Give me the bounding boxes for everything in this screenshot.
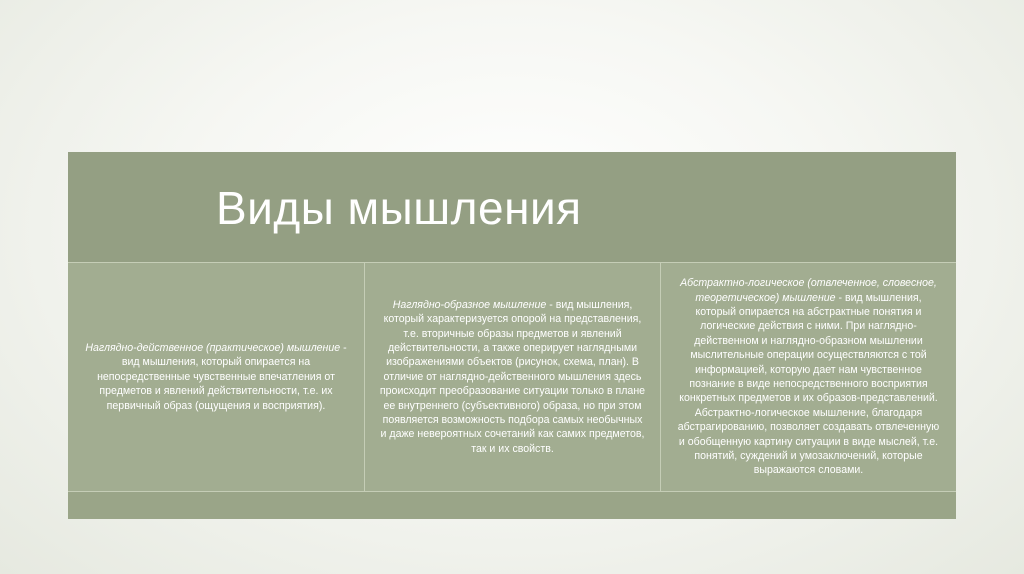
term-label: Наглядно-образное мышление bbox=[392, 298, 547, 311]
term-description: - вид мышления, который опирается на непосредственные чувственные впечатления от предметов и явлений действительности, т.е. их первичный образ (ощущения и восприятия). bbox=[97, 341, 347, 412]
table-cell-abstract-logical bbox=[660, 263, 956, 491]
term-description: - вид мышления, который характеризуется опорой на представления, т.е. вторичные образы предметов и явлений действительности, а также оперирует наглядными изображениями объектов (рисунок, схема, план). В отличие от наглядно-действенного мышления здесь происходит преобразование ситуации только в плане ее внутреннего (субъективного) образа, но при этом появляется возможность подбора самых необычных и даже невероятных сочетаний как самих предметов, так и их свойств. bbox=[379, 298, 646, 455]
thinking-types-table bbox=[68, 262, 956, 492]
term-description: - вид мышления, который опирается на абстрактные понятия и логические действия с ними. При наглядно-действенном и наглядно-образном мышлении мыслительные операции осуществляются с той информацией, которую дает нам чувственное познание в виде непосредственного восприятия конкретных предметов и их образов-представлений. Абстрактно-логическое мышление, благодаря абстрагированию, позволяет создавать отвлеченную и обобщенную картину ситуации в виде мыслей, т.е. понятий, суждений и умозаключений, которые выражаются словами. bbox=[677, 291, 940, 477]
cell-paragraph bbox=[675, 276, 942, 478]
slide-title: Виды мышления bbox=[216, 182, 582, 234]
term-label: Абстрактно-логическое (отвлеченное, словесное, теоретическое) мышление bbox=[680, 277, 937, 304]
cell-paragraph bbox=[379, 298, 646, 456]
table-cell-visual-figurative bbox=[364, 263, 660, 491]
cell-paragraph bbox=[82, 341, 350, 413]
term-label: Наглядно-действенное (практическое) мышление bbox=[85, 341, 341, 354]
table-cell-visual-action bbox=[68, 263, 364, 491]
